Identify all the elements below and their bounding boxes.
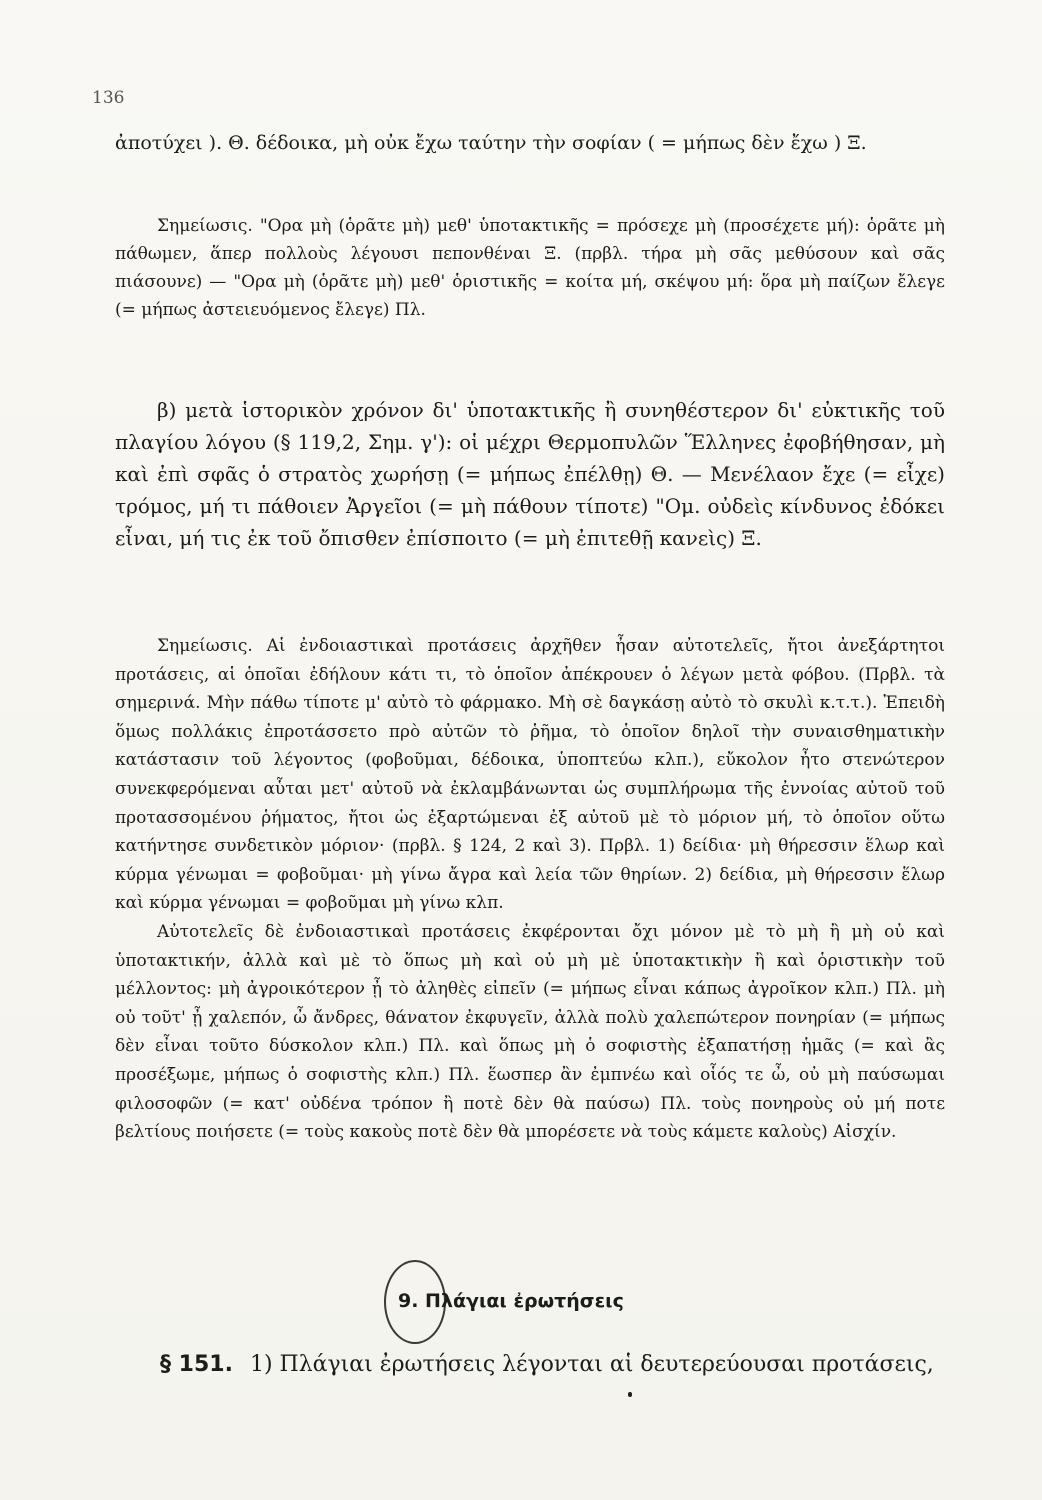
- top-text-block: [115, 128, 945, 158]
- note-2-block: [115, 632, 945, 1147]
- section-heading: 9. Πλάγιαι ἐρωτήσεις: [398, 1290, 624, 1312]
- paragraph-number: § 151.: [160, 1352, 233, 1377]
- paragraph-151-text: 1) Πλάγιαι ἐρωτήσεις λέγονται αἱ δευτερεύουσαι προτάσεις,: [249, 1352, 934, 1377]
- note-1-block: [115, 212, 945, 324]
- note-2-paragraph: Σημείωσις. Αἱ ἐνδοιαστικαὶ προτάσεις ἀρχῆθεν ἦσαν αὐτοτελεῖς, ἤτοι ἀνεξάρτητοι προτάσεις, αἱ ὁποῖαι ἐδήλουν κάτι τι, τὸ ὁποῖον ἀπέκρουεν ὁ λέγων μετὰ φόβου. (Πρβλ. τὰ σημερινά. Μὴν πάθω τίποτε μ' αὐτὸ τὸ φάρμακο. Μὴ σὲ δαγκάσῃ αὐτὸ τὸ σκυλὶ κ.τ.τ.). Ἐπειδὴ ὅμως πολλάκις ἐπροτάσσετο πρὸ αὐτῶν τὸ ῥῆμα, τὸ ὁποῖον δηλοῖ τὴν συναισθηματικὴν κατάστασιν τοῦ λέγοντος (φοβοῦμαι, δέδοικα, ὑποπτεύω κλπ.), εὔκολον ἦτο στενώτερον συνεκφερόμεναι αὗται μετ' αὐτοῦ νὰ ἐκλαμβάνωνται ὡς συμπλήρωμα τῆς ἐννοίας αὐτοῦ τοῦ προτασσομένου ῥήματος, ἤτοι ὡς ἐξαρτώμεναι ἐξ αὐτοῦ μὲ τὸ μόριον μή, τὸ ὁποῖον οὕτω κατήντησε συνδετικὸν μόριον· (πρβλ. § 124, 2 καὶ 3). Πρβλ. 1) δείδια· μὴ θήρεσσιν ἕλωρ καὶ κύρμα γένωμαι = φοβοῦμαι· μὴ γίνω ἄγρα καὶ λεία τῶν θηρίων. 2) δείδια, μὴ θήρεσσιν ἕλωρ καὶ κύρμα γένωμαι = φοβοῦμαι μὴ γίνω κλπ.: [115, 636, 945, 914]
- paragraph-151: [160, 1352, 960, 1377]
- note-1-paragraph: Σημείωσις. "Ορα μὴ (ὁρᾶτε μὴ) μεθ' ὑποτακτικῆς = πρόσεχε μὴ (προσέχετε μή): ὁρᾶτε μὴ πάθωμεν, ἅπερ πολλοὺς λέγουσι πεπονθέναι Ξ. (πρβλ. τήρα μὴ σᾶς μεθύσουν καὶ σᾶς πιάσουνε) — "Ορα μὴ (ὁρᾶτε μὴ) μεθ' ὁριστικῆς = κοίτα μή, σκέψου μή: ὅρα μὴ παίζων ἔλεγε (= μήπως ἀστειευόμενος ἔλεγε) Πλ.: [115, 216, 945, 320]
- ink-speck: [628, 1392, 632, 1397]
- note-2-continuation: Αὐτοτελεῖς δὲ ἐνδοιαστικαὶ προτάσεις ἐκφέρονται ὄχι μόνον μὲ τὸ μὴ ἢ μὴ οὐ καὶ ὑποτακτικήν, ἀλλὰ καὶ μὲ τὸ ὅπως μὴ καὶ οὐ μὴ μὲ ὑποτακτικὴν ἢ καὶ ὁριστικὴν τοῦ μέλλοντος: μὴ ἀγροικότερον ᾖ τὸ ἀληθὲς εἰπεῖν (= μήπως εἶναι κάπως ἀγροῖκον κλπ.) Πλ. μὴ οὐ τοῦτ' ᾖ χαλεπόν, ὦ ἄνδρες, θάνατον ἐκφυγεῖν, ἀλλὰ πολὺ χαλεπώτερον πονηρίαν (= μήπως δὲν εἶναι τοῦτο δύσκολον κλπ.) Πλ. καὶ ὅπως μὴ ὁ σοφιστὴς ἐξαπατήσῃ ἡμᾶς (= καὶ ἂς προσέξωμε, μήπως ὁ σοφιστὴς κλπ.) Πλ. ἕωσπερ ἂν ἐμπνέω καὶ οἷός τε ὦ, οὐ μὴ παύσωμαι φιλοσοφῶν (= κατ' οὐδένα τρόπον ἢ ποτὲ δὲν θὰ παύσω) Πλ. τοὺς πονηροὺς οὐ μή ποτε βελτίους ποιήσετε (= τοὺς κακοὺς ποτὲ δὲν θὰ μπορέσετε νὰ τοὺς κάμετε καλοὺς) Αἰσχίν.: [115, 921, 945, 1143]
- beta-block: [115, 394, 945, 554]
- top-paragraph: ἀποτύχει ). Θ. δέδοικα, μὴ οὐκ ἔχω ταύτην τὴν σοφίαν ( = μήπως δὲν ἔχω ) Ξ.: [115, 132, 867, 154]
- beta-paragraph: β) μετὰ ἱστορικὸν χρόνον δι' ὑποτακτικῆς ἢ συνηθέστερον δι' εὐκτικῆς τοῦ πλαγίου λόγου (§ 119,2, Σημ. γ'): οἱ μέχρι Θερμοπυλῶν Ἕλληνες ἐφοβήθησαν, μὴ καὶ ἐπὶ σφᾶς ὁ στρατὸς χωρήσῃ (= μήπως ἐπέλθῃ) Θ. — Μενέλαον ἔχε (= εἶχε) τρόμος, μή τι πάθοιεν Ἀργεῖοι (= μὴ πάθουν τίποτε) "Ομ. οὐδεὶς κίνδυνος ἐδόκει εἶναι, μή τις ἐκ τοῦ ὄπισθεν ἐπίσποιτο (= μὴ ἐπιτεθῇ κανεὶς) Ξ.: [115, 398, 945, 550]
- page-number: 136: [92, 88, 125, 108]
